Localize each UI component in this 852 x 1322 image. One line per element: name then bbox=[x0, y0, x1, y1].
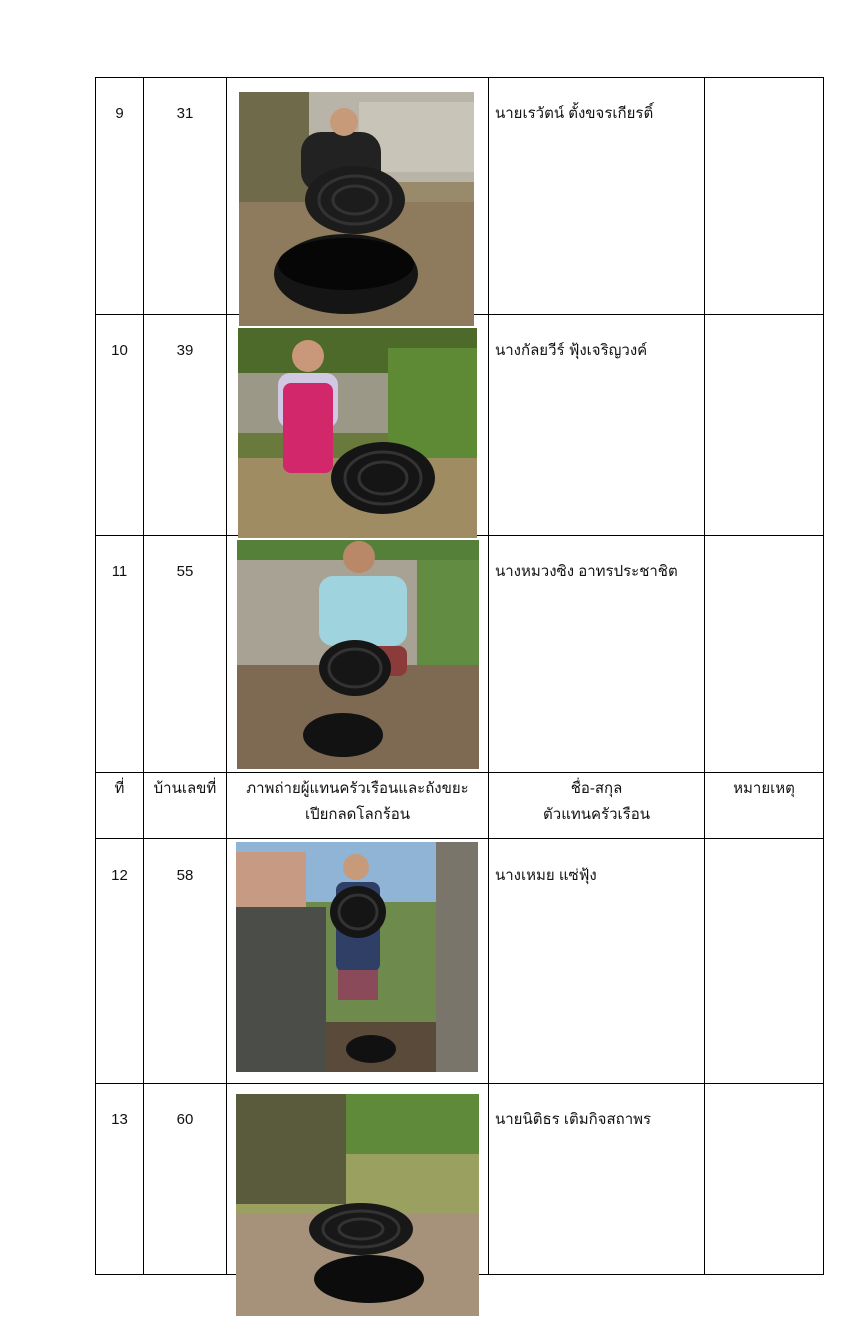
row-no: 10 bbox=[111, 342, 128, 359]
row-house-no: 55 bbox=[176, 563, 194, 580]
row-name: นายนิติธร เติมกิจสถาพร bbox=[495, 1111, 652, 1128]
header-remark: หมายเหตุ bbox=[733, 780, 795, 797]
row-no: 11 bbox=[111, 563, 128, 580]
col-divider bbox=[226, 77, 227, 1275]
row-divider bbox=[95, 772, 824, 773]
col-divider bbox=[704, 77, 705, 1275]
table-border-top bbox=[95, 77, 824, 78]
header-house-no: บ้านเลขที่ bbox=[153, 780, 217, 797]
row-no: 9 bbox=[115, 105, 124, 122]
header-divider bbox=[95, 838, 824, 839]
row-house-no: 60 bbox=[176, 1111, 194, 1128]
row-name: นางเหมย แซ่ฟุ้ง bbox=[495, 867, 597, 884]
household-photo bbox=[239, 92, 474, 326]
header-no: ที่ bbox=[114, 780, 125, 797]
household-photo bbox=[238, 328, 477, 538]
col-divider bbox=[488, 77, 489, 1275]
row-name: นางหมวงซิง อาทรประชาชิต bbox=[495, 563, 678, 580]
household-photo bbox=[237, 540, 479, 769]
header-name-line2: ตัวแทนครัวเรือน bbox=[543, 806, 650, 823]
row-house-no: 58 bbox=[176, 867, 194, 884]
col-divider bbox=[143, 77, 144, 1275]
header-name-line1: ชื่อ-สกุล bbox=[570, 780, 623, 797]
row-name: นายเรวัตน์ ตั้งขจรเกียรติ์ bbox=[495, 105, 654, 122]
row-house-no: 31 bbox=[176, 105, 194, 122]
row-no: 12 bbox=[111, 867, 128, 884]
row-name: นางกัลยวีร์ ฟุ้งเจริญวงค์ bbox=[495, 342, 648, 359]
household-photo bbox=[236, 842, 478, 1072]
col-divider bbox=[823, 77, 824, 1275]
col-divider bbox=[95, 77, 96, 1275]
row-house-no: 39 bbox=[176, 342, 194, 359]
household-photo bbox=[236, 1094, 479, 1316]
header-photo-line1: ภาพถ่ายผู้แทนครัวเรือนและถังขยะ bbox=[246, 780, 469, 797]
header-photo-line2: เปียกลดโลกร้อน bbox=[304, 806, 411, 823]
row-no: 13 bbox=[111, 1111, 128, 1128]
row-divider bbox=[95, 1083, 824, 1084]
